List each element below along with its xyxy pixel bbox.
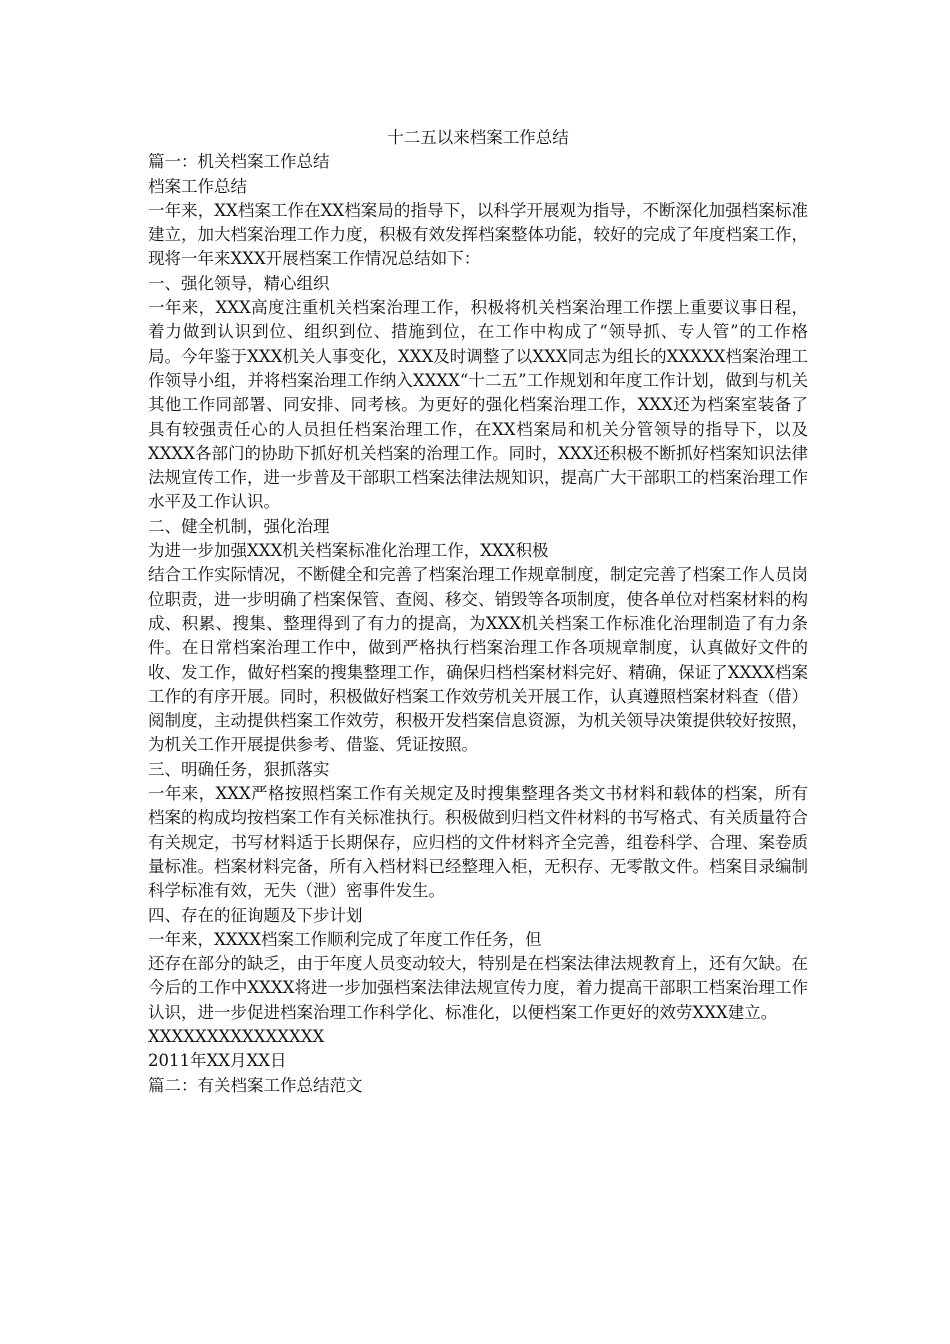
paragraph-intro: 一年来，XX档案工作在XX档案局的指导下，以科学开展观为指导，不断深化加强档案标准建立，加大档案治理工作力度，积极有效发挥档案整体功能，较好的完成了年度档案工作，现将一年来XXX开展档案工作情况总结如下： [148,200,808,269]
paragraph-section-4b: 还存在部分的缺乏，由于年度人员变动较大，特别是在档案法律法规教育上，还有欠缺。在今后的工作中XXXX将进一步加强档案法律法规宣传力度，着力提高干部职工档案治理工作认识，进一步促进档案治理工作科学化、标准化，以便档案工作更好的效劳XXX建立。 [148,954,808,1022]
document-title: 十二五以来档案工作总结 [387,128,569,147]
document-body [148,126,808,1098]
heading-section-1: 一、强化领导，精心组织 [148,273,330,293]
paragraph-section-3: 一年来，XXX严格按照档案工作有关规定及时搜集整理各类文书材料和载体的档案，所有档案的构成均按档案工作有关标准执行。积极做到归档文件材料的书写格式、有关质量符合有关规定，书写材料适于长期保存，应归档的文件材料齐全完善，组卷科学、合理、案卷质量标准。档案材料完备，所有入档材料已经整理入柜，无积存、无零散文件。档案目录编制科学标准有效，无失（泄）密事件发生。 [148,784,808,901]
paragraph-section-4a: 一年来，XXXX档案工作顺利完成了年度工作任务，但 [148,929,542,949]
heading-section-3: 三、明确任务，狠抓落实 [148,759,330,779]
section-heading-part1: 篇一：机关档案工作总结 [148,152,330,172]
heading-section-4: 四、存在的征询题及下步计划 [148,905,363,925]
signature: XXXXXXXXXXXXXXX [148,1026,325,1046]
section-heading-part2: 篇二：有关档案工作总结范文 [148,1075,363,1095]
date-line: 2011年XX月XX日 [148,1051,287,1071]
paragraph-section-1: 一年来，XXX高度注重机关档案治理工作，积极将机关档案治理工作摆上重要议事日程，着力做到认识到位、组织到位、措施到位，在工作中构成了“领导抓、专人管”的工作格局。今年鉴于XXX机关人事变化，XXX及时调整了以XXX同志为组长的XXXXX档案治理工作领导小组，并将档案治理工作纳入XXXX“十二五”工作规划和年度工作计划，做到与机关其他工作同部署、同安排、同考核。为更好的强化档案治理工作，XXX还为档案室装备了具有较强责任心的人员担任档案治理工作，在XX档案局和机关分管领导的指导下，以及XXXX各部门的协助下抓好机关档案的治理工作。同时，XXX还积极不断抓好档案知识法律法规宣传工作，进一步普及干部职工档案法律法规知识，提高广大干部职工的档案治理工作水平及工作认识。 [148,298,808,512]
subtitle: 档案工作总结 [148,176,247,196]
heading-section-2: 二、健全机制，强化治理 [148,516,330,536]
paragraph-section-2b: 结合工作实际情况，不断健全和完善了档案治理工作规章制度，制定完善了档案工作人员岗位职责，进一步明确了档案保管、查阅、移交、销毁等各项制度，使各单位对档案材料的构成、积累、搜集、整理得到了有力的提高，为XXX机关档案工作标准化治理制造了有力条件。在日常档案治理工作中，做到严格执行档案治理工作各项规章制度，认真做好文件的收、发工作，做好档案的搜集整理工作，确保归档档案材料完好、精确，保证了XXXX档案工作的有序开展。同时，积极做好档案工作效劳机关开展工作，认真遵照档案材料查（借）阅制度，主动提供档案工作效劳，积极开发档案信息资源，为机关领导决策提供较好按照，为机关工作开展提供参考、借鉴、凭证按照。 [148,565,808,755]
paragraph-section-2a: 为进一步加强XXX机关档案标准化治理工作，XXX积极 [148,541,549,561]
